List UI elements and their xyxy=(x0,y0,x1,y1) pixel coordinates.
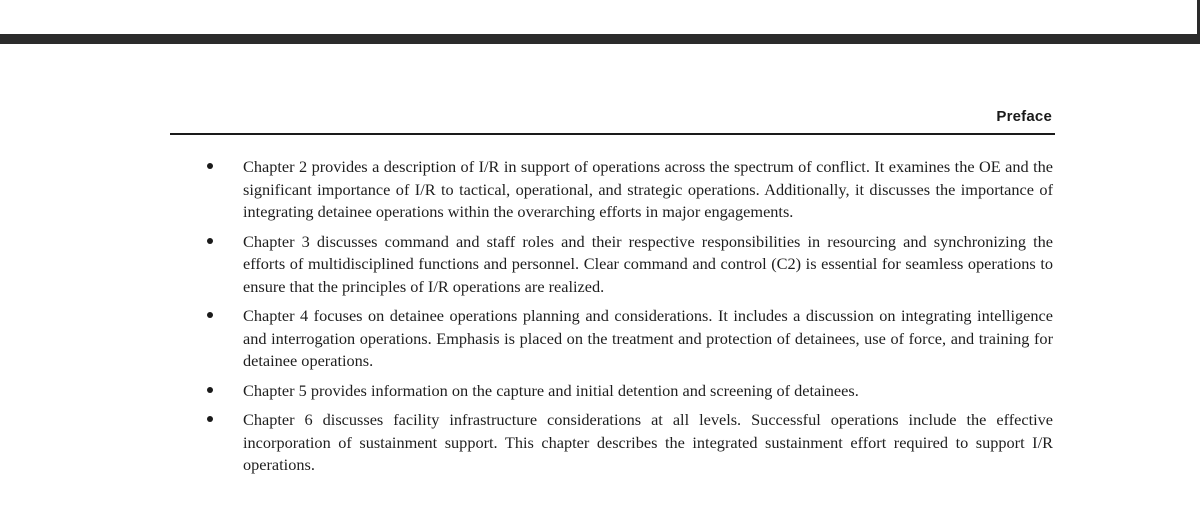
bullet-item-chapter-3 xyxy=(205,231,1053,299)
running-head-title: Preface xyxy=(996,108,1052,125)
bullet-dot-icon xyxy=(207,387,213,393)
page-separator-bar xyxy=(0,34,1200,44)
bullet-item-chapter-6 xyxy=(205,409,1053,477)
chapter-bullet-list xyxy=(205,156,1053,484)
bullet-dot-icon xyxy=(207,163,213,169)
bullet-item-chapter-2 xyxy=(205,156,1053,224)
running-head xyxy=(170,107,1055,135)
bullet-text: Chapter 6 discusses facility infrastructure considerations at all levels. Successful operations include the effective incorporation of sustainment support. This chapter describes the integrated sustainment effort required to support I/R operations. xyxy=(243,410,1053,474)
bullet-item-chapter-4 xyxy=(205,305,1053,373)
bullet-text: Chapter 4 focuses on detainee operations planning and considerations. It includes a discussion on integrating intelligence and interrogation operations. Emphasis is placed on the treatment and protection of detainees, use of force, and training for detainee operations. xyxy=(243,306,1053,370)
bullet-dot-icon xyxy=(207,416,213,422)
bullet-text: Chapter 3 discusses command and staff roles and their respective responsibilities in resourcing and synchronizing the efforts of multidisciplined functions and personnel. Clear command and control (C2) is essential for seamless operations to ensure that the principles of I/R operations are realized. xyxy=(243,231,1053,296)
bullet-dot-icon xyxy=(207,238,213,244)
bullet-item-chapter-5 xyxy=(205,380,1053,403)
bullet-dot-icon xyxy=(207,312,213,318)
previous-page-strip xyxy=(0,0,1200,34)
bullet-text: Chapter 2 provides a description of I/R in support of operations across the spectrum of conflict. It examines the OE and the significant importance of I/R to tactical, operational, and strategic operations. Additionally, it discusses the importance of integrating detainee operations within the overarching efforts in major engagements. xyxy=(243,157,1053,221)
bullet-text: Chapter 5 provides information on the capture and initial detention and screening of detainees. xyxy=(243,380,859,400)
